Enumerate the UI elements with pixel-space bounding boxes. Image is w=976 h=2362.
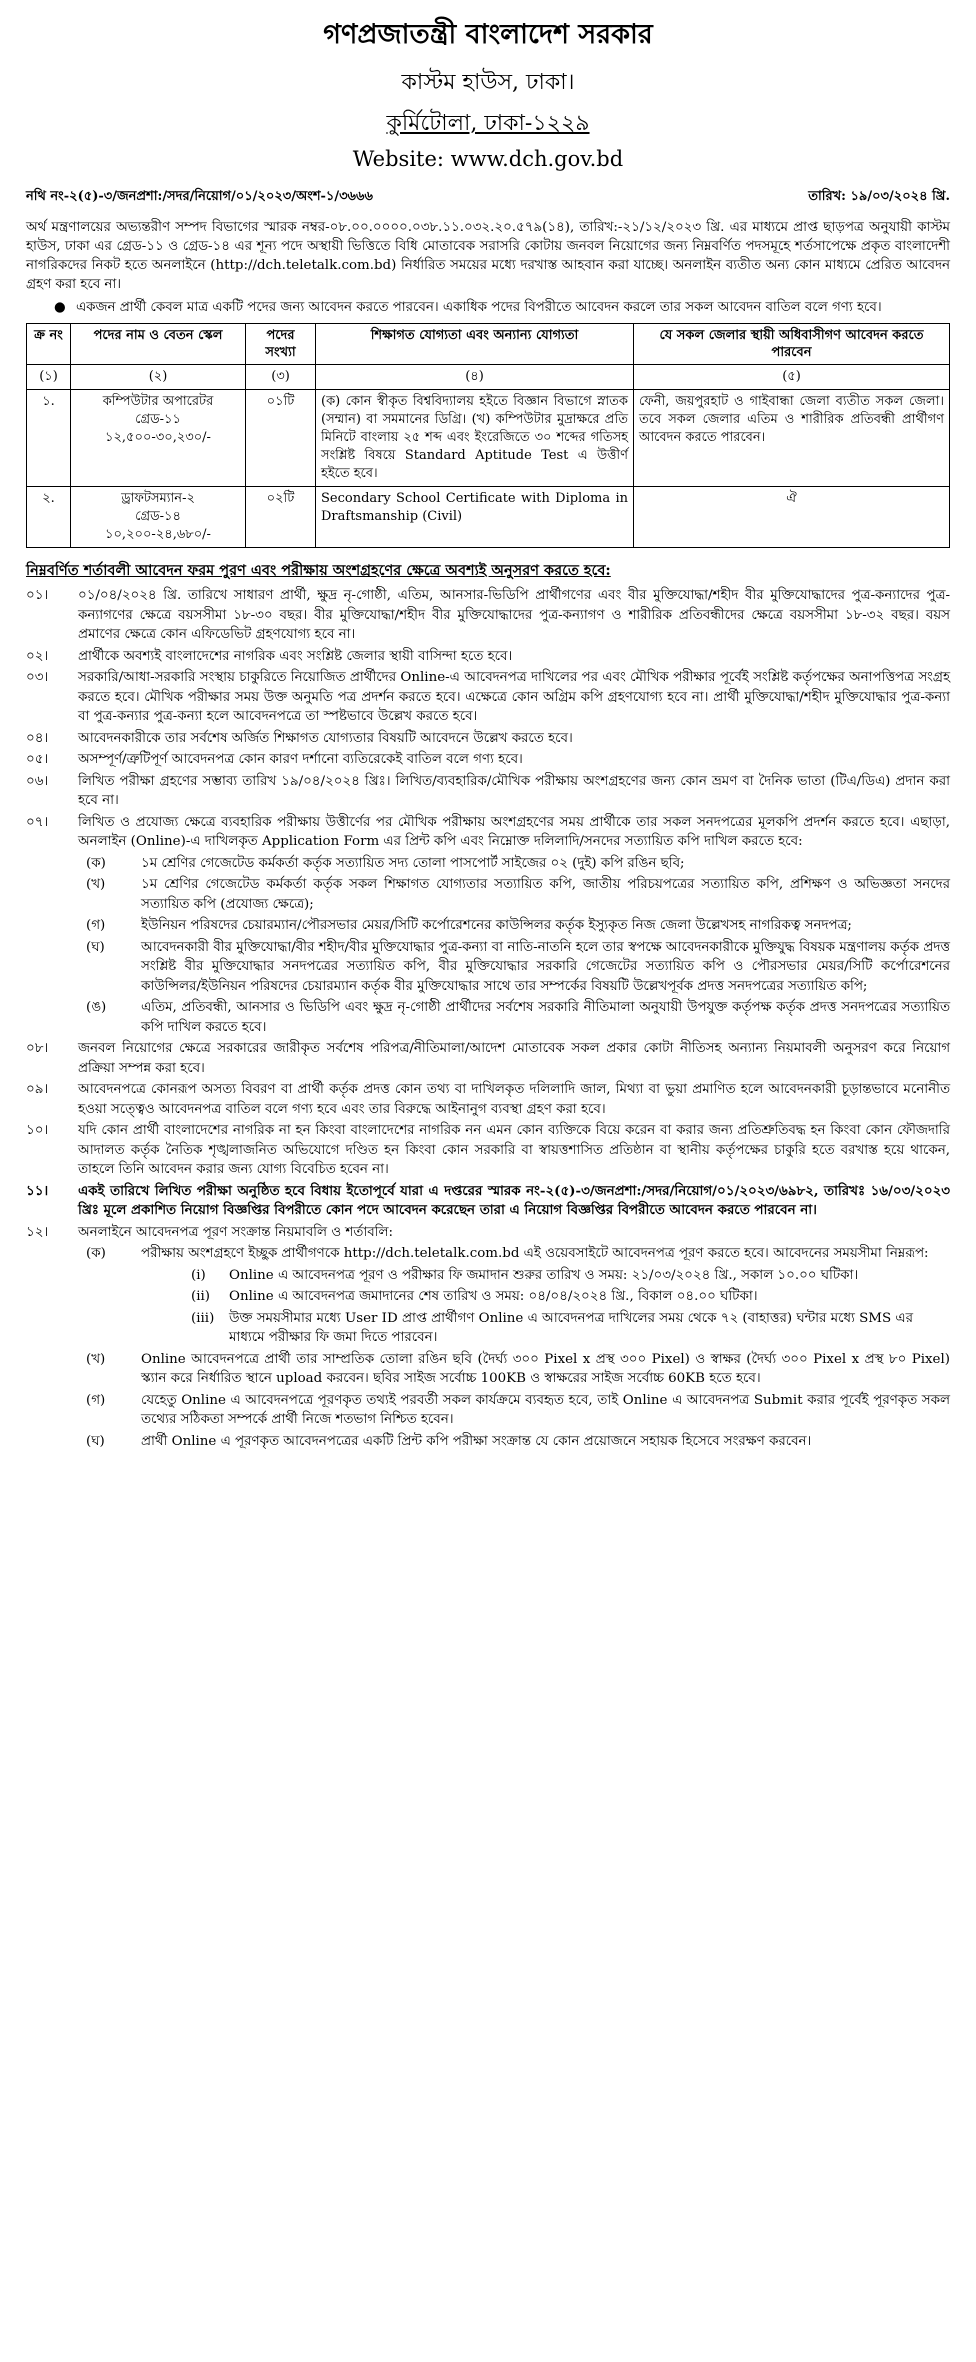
government-title: গণপ্রজাতন্ত্রী বাংলাদেশ সরকার [323, 19, 653, 50]
item-text: ইউনিয়ন পরিষদের চেয়ারম্যান/পৌরসভার মেয়র/সিটি কর্পোরেশনের কাউন্সিলর কর্তৃক ইস্যুকৃত নিজ জেলা উল্লেখসহ নাগরিকত্ব সনদপত্র; [141, 918, 852, 933]
row-districts: ঐ [634, 487, 950, 548]
header-post: পদের নাম ও বেতন স্কেল [71, 324, 246, 365]
bullet-text: একজন প্রার্থী কেবল মাত্র একটি পদের জন্য আবেদন করতে পারবেন। একাধিক পদের বিপরীতে আবেদন করলে তার সকল আবেদন বাতিল বলে গণ্য হবে। [76, 300, 882, 315]
condition-item [26, 1039, 950, 1078]
colnum: (৩) [246, 365, 316, 390]
item-text: ০১/০৪/২০২৪ খ্রি. তারিখে সাধারণ প্রার্থী, ক্ষুদ্র নৃ-গোষ্ঠী, এতিম, আনসার-ভিডিপি প্রার্থীগণের এবং বীর মুক্তিযোদ্ধা/শহীদ বীর মুক্তিযোদ্ধাদের পুত্র-কন্যাদের পুত্র-কন্যাগণের ক্ষেত্রে বয়সসীমা ১৮-৩০ বছর। বীর মুক্তিযোদ্ধা/শহীদ বীর মুক্তিযোদ্ধাদের পুত্র-কন্যাগণ ও শারীরিক প্রতিবন্ধীদের ক্ষেত্রে বয়সসীমা ১৮-৩২ বছর। বয়স প্রমাণের ক্ষেত্রে কোন এফিডেভিট গ্রহণযোগ্য হবে না। [78, 588, 950, 642]
item-number: (i) [191, 1267, 206, 1283]
website[interactable]: Website: www.dch.gov.bd [352, 147, 624, 171]
condition-subitem [26, 854, 950, 874]
memo-number: নথি নং-২(৫)-৩/জনপ্রশা:/সদর/নিয়োগ/০১/২০২৩/অংশ-১/৩৬৬৬ [26, 189, 373, 204]
header-qualification: শিক্ষাগত যোগ্যতা এবং অন্যান্য যোগ্যতা [316, 324, 634, 365]
item-number: ০৮। [26, 1041, 49, 1056]
table-colnum-row [27, 365, 950, 390]
row-serial: ২. [27, 487, 71, 548]
item-text: অনলাইনে আবেদনপত্র পূরণ সংক্রান্ত নিয়মাবলি ও শর্তাবলি: [78, 1224, 393, 1240]
condition-item [26, 813, 950, 852]
condition-item [26, 772, 950, 811]
header-serial: ক্র নং [27, 324, 71, 365]
item-number: ০২। [26, 648, 49, 664]
office-address: কুর্মিটোলা, ঢাকা-১২২৯ [386, 111, 590, 136]
item-text: উক্ত সময়সীমার মধ্যে User ID প্রাপ্ত প্রার্থীগণ Online এ আবেদনপত্র দাখিলের সময় থেকে ৭২ (বাহাত্তর) ঘন্টার মধ্যে SMS এর মাধ্যমে পরীক্ষার ফি জমা দিতে পারবেন। [229, 1310, 913, 1345]
item-text: আবেদনকারী বীর মুক্তিযোদ্ধা/বীর শহীদ/বীর মুক্তিযোদ্ধার পুত্র-কন্যা বা নাতি-নাতনি হলে তার স্বপক্ষে আবেদনকারীকে মুক্তিযুদ্ধ বিষয়ক মন্ত্রণালয় কর্তৃক প্রদত্ত সংশ্লিষ্ট বীর মুক্তিযোদ্ধার সনদপত্রের সত্যায়িত কপি, বীর মুক্তিযোদ্ধার সরকারি গেজেটের সত্যায়িত কপি ও পৌরসভার মেয়র/সিটি কর্পোরেশনের কাউন্সিলর/ইউনিয়ন পরিষদের চেয়ারম্যান কর্তৃক বীর মুক্তিযোদ্ধার সাথে তার সম্পর্কের বিষয়টি উল্লেখপূর্বক প্রদত্ত সনদপত্রের সত্যায়িত কপি; [141, 939, 950, 994]
post-grade: গ্রেড-১৪ [135, 509, 181, 524]
colnum: (১) [27, 365, 71, 390]
item-number: (ঙ) [86, 1000, 107, 1015]
condition-item [26, 647, 950, 667]
intro-paragraph: অর্থ মন্ত্রণালয়ের অভ্যন্তরীণ সম্পদ বিভাগের স্মারক নম্বর-০৮.০০.০০০০.০৩৮.১১.০৩২.২০.৫৭৯(১৪), তারিখ:-২১/১২/২০২৩ খ্রি. এর মাধ্যমে প্রাপ্ত ছাড়পত্র অনুযায়ী কাস্টম হাউস, ঢাকা এর গ্রেড-১১ ও গ্রেড-১৪ এর শূন্য পদে অস্থায়ী ভিত্তিতে বিধি মোতাবেক সরাসরি কোটায় জনবল নিয়োগের জন্য নিম্নবর্ণিত পদসমূহে শর্তসাপেক্ষে প্রকৃত বাংলাদেশী নাগরিকদের নিকট হতে অনলাইনে (http://dch.teletalk.com.bd) নির্ধারিত সময়ের মধ্যে দরখাস্ত আহবান করা যাচ্ছে। অনলাইন ব্যতীত অন্য কোন মাধ্যমে প্রেরিত আবেদন গ্রহণ করা হবে না। [26, 220, 950, 292]
posts-table [26, 323, 950, 548]
condition-subitem [26, 1244, 950, 1264]
condition-item [26, 586, 950, 645]
letterhead [26, 0, 950, 171]
condition-item [26, 729, 950, 749]
post-scale: ১০,২০০-২৪,৬৮০/- [105, 527, 211, 542]
condition-item [26, 1223, 950, 1243]
condition-subitem [26, 1350, 950, 1389]
item-text: লিখিত পরীক্ষা গ্রহণের সম্ভাব্য তারিখ ১৯/০৪/২০২৪ খ্রিঃ। লিখিত/ব্যবহারিক/মৌখিক পরীক্ষায় অংশগ্রহণের জন্য কোন ভ্রমণ বা দৈনিক ভাতা (টিএ/ডিএ) প্রদান করা হবে না। [78, 773, 950, 808]
item-number: (খ) [86, 1351, 106, 1367]
condition-subitem [26, 998, 950, 1037]
memo-date: তারিখ: ১৯/০৩/২০২৪ খ্রি. [808, 189, 950, 204]
colnum: (৫) [634, 365, 950, 390]
item-number: ০৫। [26, 752, 49, 767]
item-text: জনবল নিয়োগের ক্ষেত্রে সরকারের জারীকৃত সর্বশেষ পরিপত্র/নীতিমালা/আদেশ মোতাবেক সকল প্রকার কোটা নীতিসহ অন্যান্য নিয়মাবলী অনুসরণ করে নিয়োগ প্রক্রিয়া সম্পন্ন করা হবে। [78, 1041, 950, 1076]
row-post [71, 390, 246, 487]
item-text: যদি কোন প্রার্থী বাংলাদেশের নাগরিক না হন কিংবা বাংলাদেশের নাগরিক নন এমন কোন ব্যক্তিকে বিয়ে করেন বা করার জন্য প্রতিশ্রুতিবদ্ধ হন কিংবা কোন ফৌজদারি আদালত কর্তৃক নৈতিক শৃঙ্খলাজনিত অভিযোগে দণ্ডিত হন কিংবা কোন সরকারি বা স্বায়ত্তশাসিত প্রতিষ্ঠান বা স্থানীয় কর্তৃপক্ষের চাকুরি হতে বরখাস্ত হয়ে থাকেন, তাহলে তিনি আবেদন করার জন্য যোগ্য বিবেচিত হবেন না। [78, 1123, 950, 1177]
item-number: ০৯। [26, 1082, 49, 1097]
post-name: কম্পিউটার অপারেটর [102, 394, 214, 409]
item-text: Online এ আবেদনপত্র জমাদানের শেষ তারিখ ও সময়: ০৪/০৪/২০২৪ খ্রি., বিকাল ০৪.০০ ঘটিকা। [229, 1289, 758, 1304]
item-text: অসম্পূর্ণ/ত্রুটিপূর্ণ আবেদনপত্র কোন কারণ দর্শানো ব্যতিরেকেই বাতিল বলে গণ্য হবে। [78, 752, 523, 767]
item-number: ০১। [26, 588, 49, 603]
item-number: ০৭। [26, 814, 49, 830]
table-row [27, 487, 950, 548]
bullet-note [26, 298, 950, 317]
item-number: ০৩। [26, 670, 49, 685]
item-number: (ক) [86, 855, 106, 871]
item-text: ১ম শ্রেণির গেজেটেড কর্মকর্তা কর্তৃক সকল শিক্ষাগত যোগ্যতার সত্যায়িত কপি, জাতীয় পরিচয়পত্রের সত্যায়িত কপি, প্রশিক্ষণ ও অভিজ্ঞতা সনদের সত্যায়িত কপি (প্রযোজ্য ক্ষেত্রে); [141, 877, 950, 912]
header-districts: যে সকল জেলার স্থায়ী অধিবাসীগণ আবেদন করতে পারবেন [634, 324, 950, 365]
post-grade: গ্রেড-১১ [135, 412, 181, 427]
item-text: প্রার্থী Online এ পূরণকৃত আবেদনপত্রের একটি প্রিন্ট কপি পরীক্ষা সংক্রান্ত যে কোন প্রয়োজনে সহায়ক হিসেবে সংরক্ষণ করবেন। [141, 1433, 812, 1449]
row-count: ০২টি [246, 487, 316, 548]
condition-item [26, 668, 950, 727]
item-text: Online আবেদনপত্রে প্রার্থী তার সাম্প্রতিক তোলা রঙিন ছবি (দৈর্ঘ্য ৩০০ Pixel x প্রস্থ ৩০০ Pixel) ও স্বাক্ষর (দৈর্ঘ্য ৩০০ Pixel x প্রস্থ ৮০ Pixel) স্ক্যান করে নির্ধারিত স্থানে upload করবেন। ছবির সাইজ সর্বোচ্চ 100KB ও স্বাক্ষরের সাইজ সর্বোচ্চ 60KB হতে হবে। [141, 1351, 950, 1386]
table-row [27, 390, 950, 487]
schedule-item [26, 1266, 950, 1286]
condition-subitem [26, 1391, 950, 1430]
item-number: ০৬। [26, 773, 49, 789]
condition-item [26, 750, 950, 770]
colnum: (৪) [316, 365, 634, 390]
row-post [71, 487, 246, 548]
condition-item [26, 1182, 950, 1221]
row-qualification: (ক) কোন স্বীকৃত বিশ্ববিদ্যালয় হইতে বিজ্ঞান বিভাগে স্নাতক (সম্মান) বা সমমানের ডিগ্রি। (খ) কম্পিউটার মুদ্রাক্ষরে প্রতি মিনিটে বাংলায় ২৫ শব্দ এবং ইংরেজিতে ৩০ শব্দের গতিসহ সংশ্লিষ্ট বিষয়ে Standard Aptitude Test এ উত্তীর্ণ হইতে হবে। [316, 390, 634, 487]
row-serial: ১. [27, 390, 71, 487]
item-text: পরীক্ষায় অংশগ্রহণে ইচ্ছুক প্রার্থীগণকে http://dch.teletalk.com.bd এই ওয়েবসাইটে আবেদনপত্র পূরণ করতে হবে। আবেদনের সময়সীমা নিম্নরূপ: [141, 1246, 929, 1261]
row-districts: ফেনী, জয়পুরহাট ও গাইবান্ধা জেলা ব্যতীত সকল জেলা। তবে সকল জেলার এতিম ও শারীরিক প্রতিবন্ধী প্রার্থীগণ আবেদন করতে পারবেন। [634, 390, 950, 487]
item-text: সরকারি/আধা-সরকারি সংস্থায় চাকুরিতে নিয়োজিত প্রার্থীদের Online-এ আবেদনপত্র দাখিলের পর এবং মৌখিক পরীক্ষার পূর্বেই সংশ্লিষ্ট কর্তৃপক্ষের অনাপত্তিপত্র সংগ্রহ করতে হবে। মৌখিক পরীক্ষার সময় উক্ত অনুমতি পত্র প্রদর্শন করতে হবে। এক্ষেত্রে কোন অগ্রিম কপি গ্রহণযোগ্য হবে না। প্রার্থী মুক্তিযোদ্ধা/শহীদ মুক্তিযোদ্ধার পুত্র-কন্যা বা পুত্র-কন্যার পুত্র-কন্যা হলে আবেদনপত্রে তা স্পষ্টভাবে উল্লেখ করতে হবে। [78, 670, 950, 724]
condition-subitem [26, 938, 950, 997]
item-number: (ক) [86, 1246, 106, 1261]
bullet-icon: ● [54, 300, 66, 315]
header-count: পদের সংখ্যা [246, 324, 316, 365]
schedule-item [26, 1287, 950, 1307]
item-text: লিখিত ও প্রযোজ্য ক্ষেত্রে ব্যবহারিক পরীক্ষায় উত্তীর্ণের পর মৌখিক পরীক্ষায় অংশগ্রহণের সময় প্রার্থীকে তার সকল সনদপত্রের মূলকপি প্রদর্শন করতে হবে। এছাড়া, অনলাইন (Online)-এ দাখিলকৃত Application Form এর প্রিন্ট কপি এবং নিম্নোক্ত দলিলাদি/সনদের সত্যায়িত কপি দাখিল করতে হবে: [78, 814, 950, 849]
condition-subitem [26, 1432, 950, 1452]
row-qualification: Secondary School Certificate with Diploma in Draftsmanship (Civil) [316, 487, 634, 548]
condition-item [26, 1080, 950, 1119]
table-header-row [27, 324, 950, 365]
office-name: কাস্টম হাউস, ঢাকা। [401, 70, 575, 95]
item-number: ১১। [26, 1182, 49, 1199]
item-number: ০৪। [26, 730, 49, 746]
item-number: ১২। [26, 1224, 49, 1240]
condition-subitem [26, 875, 950, 914]
schedule-item [26, 1309, 950, 1348]
item-number: (গ) [86, 918, 106, 933]
post-name: ড্রাফটসম্যান-২ [121, 491, 195, 506]
item-text: যেহেতু Online এ আবেদনপত্রে পূরণকৃত তথ্যই পরবর্তী সকল কার্যক্রমে ব্যবহৃত হবে, তাই Online এ আবেদনপত্র Submit করার পূর্বেই পূরণকৃত সকল তথ্যের সঠিকতা সম্পর্কে প্রার্থী নিজে শতভাগ নিশ্চিত হবেন। [141, 1392, 950, 1427]
post-scale: ১২,৫০০-৩০,২৩০/- [105, 430, 211, 445]
item-number: (ii) [191, 1289, 211, 1304]
item-text: Online এ আবেদনপত্র পূরণ ও পরীক্ষার ফি জমাদান শুরুর তারিখ ও সময়: ২১/০৩/২০২৪ খ্রি., সকাল ১০.০০ ঘটিকা। [229, 1267, 859, 1283]
item-text: আবেদনপত্রে কোনরূপ অসত্য বিবরণ বা প্রার্থী কর্তৃক প্রদত্ত কোন তথ্য বা দাখিলকৃত দলিলাদি জাল, মিথ্যা বা ভুয়া প্রমাণিত হলে আবেদনকারী চূড়ান্তভাবে মনোনীত হওয়া সত্ত্বেও আবেদনপত্র বাতিল বলে গণ্য হবে এবং তার বিরুদ্ধে আইনানুগ ব্যবস্থা গ্রহণ করা হবে। [78, 1082, 950, 1117]
item-number: (খ) [86, 877, 106, 892]
item-text: এতিম, প্রতিবন্ধী, আনসার ও ভিডিপি এবং ক্ষুদ্র নৃ-গোষ্ঠী প্রার্থীদের সর্বশেষ সরকারি নীতিমালা অনুযায়ী উপযুক্ত কর্তৃপক্ষ কর্তৃক প্রদত্ত সনদপত্রের সত্যায়িত কপি দাখিল করতে হবে। [141, 1000, 950, 1035]
conditions-list [26, 586, 950, 1451]
item-number: ১০। [26, 1123, 49, 1138]
item-text: প্রার্থীকে অবশ্যই বাংলাদেশের নাগরিক এবং সংশ্লিষ্ট জেলার স্থায়ী বাসিন্দা হতে হবে। [78, 648, 513, 664]
row-count: ০১টি [246, 390, 316, 487]
item-number: (ঘ) [86, 939, 105, 955]
item-text: একই তারিখে লিখিত পরীক্ষা অনুষ্ঠিত হবে বিধায় ইতোপূর্বে যারা এ দপ্তরের স্মারক নং-২(৫)-৩/জনপ্রশা:/সদর/নিয়োগ/০১/২০২৩/৬৯৮২, তারিখঃ ১৬/০৩/২০২৩ খ্রিঃ মূলে প্রকাশিত নিয়োগ বিজ্ঞপ্তির বিপরীতে কোন পদে আবেদন করেছেন তারা এ নিয়োগ বিজ্ঞপ্তির বিপরীতে আবেদন করতে পারবেন না। [78, 1182, 950, 1218]
colnum: (২) [71, 365, 246, 390]
item-number: (iii) [191, 1310, 215, 1326]
condition-subitem [26, 916, 950, 936]
item-number: (ঘ) [86, 1433, 105, 1449]
item-text: ১ম শ্রেণির গেজেটেড কর্মকর্তা কর্তৃক সত্যায়িত সদ্য তোলা পাসপোর্ট সাইজের ০২ (দুই) কপি রঙিন ছবি; [141, 855, 685, 871]
item-text: আবেদনকারীকে তার সর্বশেষ অর্জিত শিক্ষাগত যোগ্যতার বিষয়টি আবেদনে উল্লেখ করতে হবে। [78, 730, 573, 746]
condition-item [26, 1121, 950, 1180]
item-number: (গ) [86, 1392, 106, 1408]
memo-line [26, 187, 950, 208]
conditions-title: নিম্নবর্ণিত শর্তাবলী আবেদন ফরম পুরণ এবং পরীক্ষায় অংশগ্রহণের ক্ষেত্রে অবশ্যই অনুসরণ করতে হবে: [26, 562, 611, 579]
